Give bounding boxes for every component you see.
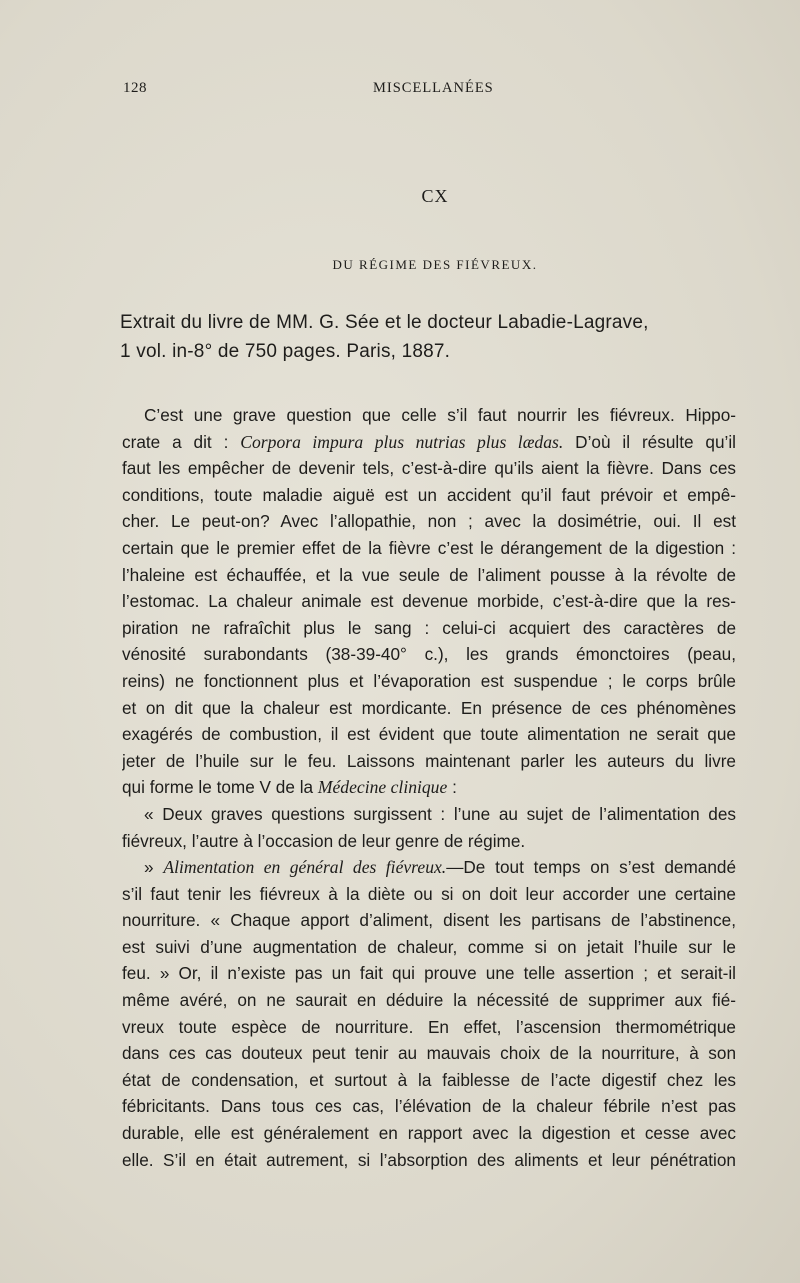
text-segment: qui forme le tome V de la [122, 777, 318, 798]
text-line: elle. S’il en était autrement, si l’absorption des aliments et leur pénétration [122, 1149, 736, 1170]
text-line: cher. Le peut-on? Avec l’allopathie, non ; avec la dosimétrie, oui. Il est [122, 511, 736, 532]
text-line: certain que le premier effet de la fièvre c’est le dérangement de la digestion : [122, 537, 736, 558]
text-line: conditions, toute maladie aiguë est un accident qu’il faut prévoir et empê- [122, 484, 736, 505]
text-line: vénosité surabondants (38-39-40° c.), les grands émonctoires (peau, [122, 644, 736, 665]
text-line: état de condensation, et surtout à la faiblesse de l’acte digestif chez les [122, 1069, 736, 1090]
text-line: nourriture. « Chaque apport d’aliment, disent les partisans de l’abstinence, [122, 910, 736, 931]
text-line: feu. » Or, il n’existe pas un fait qui prouve une telle assertion ; et serait-il [122, 963, 736, 984]
text-segment: : [447, 777, 457, 798]
chapter-number: CX [421, 186, 449, 206]
text-line: jeter de l’huile sur le feu. Laissons maintenant parler les auteurs du livre [122, 750, 736, 771]
text-line: reins) ne fonctionnent plus et l’évaporation est suspendue ; le corps brûle [122, 670, 736, 691]
running-title: MISCELLANÉES [373, 80, 494, 96]
page-number: 128 [123, 80, 147, 96]
text-line: vreux toute espèce de nourriture. En effet, l’ascension thermométrique [122, 1016, 736, 1037]
text-line [122, 774, 736, 801]
source-citation [120, 308, 740, 366]
text-line: dans ces cas douteux peut tenir au mauvais choix de la nourriture, à son [122, 1043, 736, 1064]
text-line: et on dit que la chaleur est mordicante. En présence de ces phénomènes [122, 697, 736, 718]
running-header [123, 80, 735, 104]
chapter-title: DU RÉGIME DES FIÉVREUX. [332, 257, 538, 272]
source-line: 1 vol. in-8° de 750 pages. Paris, 1887. [120, 341, 451, 362]
text-line: « Deux graves questions surgissent : l’une au sujet de l’alimentation des [144, 803, 736, 824]
text-line: fiévreux, l’autre à l’occasion de leur genre de régime. [122, 830, 526, 851]
text-line: faut les empêcher de devenir tels, c’est-à-dire qu’ils aient la fièvre. Dans ces [122, 458, 736, 479]
text-line [122, 429, 736, 456]
latin-quotation: Corpora impura plus nutrias plus lædas. [240, 431, 564, 452]
text-line: piration ne rafraîchit plus le sang : celui-ci acquiert des caractères de [122, 617, 736, 638]
text-line: l’estomac. La chaleur animale est devenue morbide, c’est-à-dire que la res- [122, 591, 736, 612]
text-line: est suivi d’une augmentation de chaleur, comme si on jetait l’huile sur le [122, 936, 736, 957]
text-segment: —De tout temps on s’est demandé [446, 857, 736, 878]
section-heading: Alimentation en général des fiévreux. [163, 857, 447, 878]
text-line: l’haleine est échauffée, et la vue seule de l’aliment pousse à la révolte de [122, 564, 736, 585]
source-line: Extrait du livre de MM. G. Sée et le docteur Labadie-Lagrave, [120, 312, 649, 333]
text-line: fébricitants. Dans tous ces cas, l’élévation de la chaleur fébrile n’est pas [122, 1096, 736, 1117]
text-segment: crate a dit : [122, 431, 241, 452]
text-line: même avéré, on ne saurait en déduire la nécessité de supprimer aux fié- [122, 990, 736, 1011]
text-segment: D’où il résulte qu’il [563, 431, 736, 452]
text-line: durable, elle est généralement en rapport avec la digestion et cesse avec [122, 1123, 736, 1144]
text-line: exagérés de combustion, il est évident que toute alimentation ne serait que [122, 724, 736, 745]
text-line [122, 854, 736, 881]
text-line: C’est une grave question que celle s’il faut nourrir les fiévreux. Hippo- [144, 405, 736, 425]
body-text [122, 402, 736, 1173]
text-segment: » [144, 857, 164, 878]
text-line: s’il faut tenir les fiévreux à la diète ou si on doit leur accorder une certaine [122, 883, 736, 904]
book-title: Médecine clinique [317, 777, 448, 798]
